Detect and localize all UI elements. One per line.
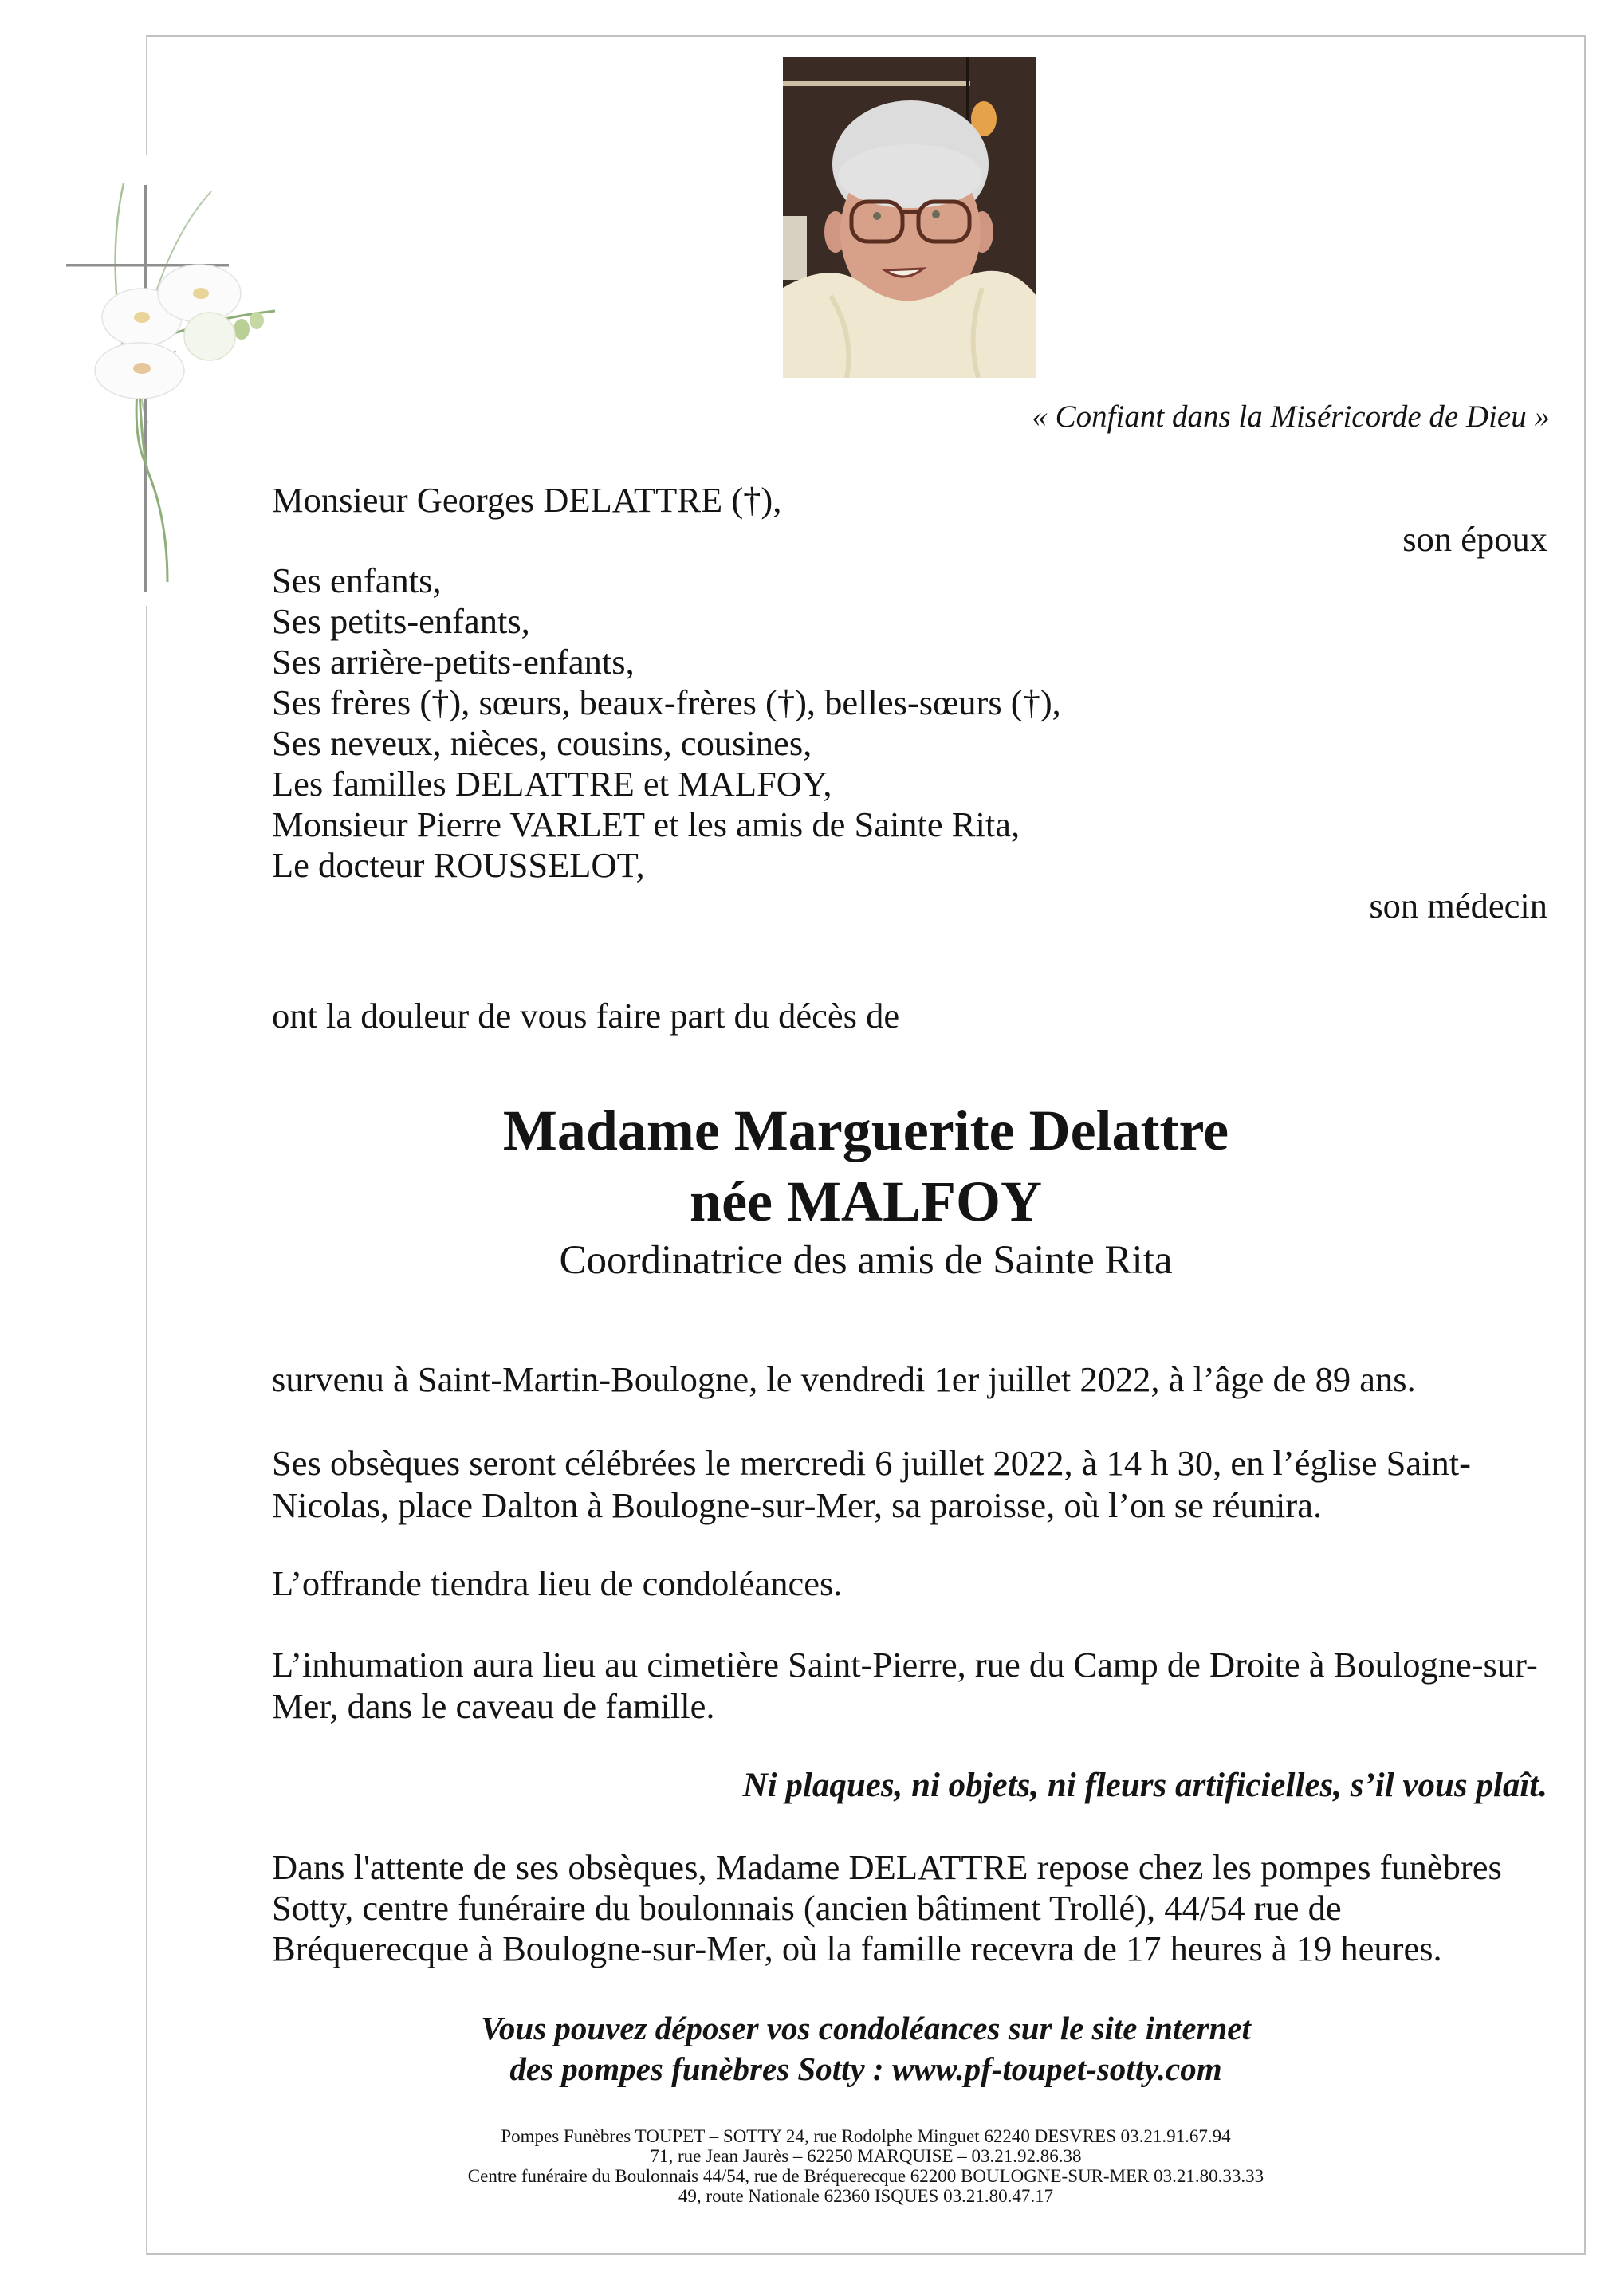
page-border-left-upper: [146, 35, 147, 155]
family-item: Ses petits-enfants,: [272, 601, 530, 641]
announcement: ont la douleur de vous faire part du décès de: [272, 996, 900, 1036]
family-item: Ses arrière-petits-enfants,: [272, 642, 635, 682]
family-item: Ses enfants,: [272, 560, 442, 600]
deceased-name: Madame Marguerite Delattre: [502, 1099, 1229, 1162]
page-border-top: [146, 35, 1586, 37]
no-flowers-notice: Ni plaques, ni objets, ni fleurs artificielles, s’il vous plaît.: [742, 1767, 1547, 1804]
deceased-title: Coordinatrice des amis de Sainte Rita: [559, 1238, 1173, 1283]
page-border-bottom: [146, 2253, 1586, 2255]
family-item: Le docteur ROUSSELOT,: [272, 845, 645, 885]
deceased-maiden-name: née MALFOY: [690, 1170, 1042, 1233]
portrait-photo-icon: [783, 57, 1036, 378]
family-item: Monsieur Pierre VARLET et les amis de Sainte Rita,: [272, 804, 1020, 844]
footer-line: 49, route Nationale 62360 ISQUES 03.21.80.47.17: [678, 2186, 1054, 2206]
visitation-line: Dans l'attente de ses obsèques, Madame DELATTRE repose chez les pompes funèbres: [272, 1847, 1502, 1887]
footer-line: Centre funéraire du Boulonnais 44/54, rue de Bréquerecque 62200 BOULOGNE-SUR-MER 03.21.80.33.33: [467, 2166, 1264, 2186]
burial-paragraph: [272, 1644, 1538, 1727]
death-details: survenu à Saint-Martin-Boulogne, le vendredi 1er juillet 2022, à l’âge de 89 ans.: [272, 1359, 1416, 1399]
doctor-role: son médecin: [1369, 886, 1547, 926]
family-item: Ses neveux, nièces, cousins, cousines,: [272, 723, 812, 763]
funeral-line: Ses obsèques seront célébrées le mercredi 6 juillet 2022, à 14 h 30, en l’église Saint-: [272, 1443, 1471, 1483]
footer-line: Pompes Funèbres TOUPET – SOTTY 24, rue Rodolphe Minguet 62240 DESVRES 03.21.91.67.94: [501, 2126, 1231, 2146]
visitation-paragraph: [272, 1847, 1502, 1969]
visitation-line: Bréquerecque à Boulogne-sur-Mer, où la famille recevra de 17 heures à 19 heures.: [272, 1928, 1442, 1968]
condolences-block: [146, 2008, 1586, 2090]
funeral-line: Nicolas, place Dalton à Boulogne-sur-Mer, sa paroisse, où l’on se réunira.: [272, 1485, 1323, 1525]
spouse-name: Monsieur Georges DELATTRE (†),: [272, 480, 782, 520]
funeral-paragraph: [272, 1442, 1471, 1527]
quote: « Confiant dans la Miséricorde de Dieu »: [1032, 399, 1550, 434]
burial-line: Mer, dans le caveau de famille.: [272, 1686, 715, 1726]
cross-orchid-icon: [48, 151, 303, 630]
burial-line: L’inhumation aura lieu au cimetière Saint-Pierre, rue du Camp de Droite à Boulogne-sur-: [272, 1645, 1538, 1685]
condolences-website-link[interactable]: des pompes funèbres Sotty : www.pf-toupet-sotty.com: [509, 2050, 1222, 2087]
family-item: Les familles DELATTRE et MALFOY,: [272, 764, 832, 804]
offering-text: L’offrande tiendra lieu de condoléances.: [272, 1563, 843, 1603]
condolences-line: Vous pouvez déposer vos condoléances sur le site internet: [481, 2010, 1251, 2046]
visitation-line: Sotty, centre funéraire du boulonnais (ancien bâtiment Trollé), 44/54 rue de: [272, 1888, 1342, 1928]
family-item: Ses frères (†), sœurs, beaux-frères (†), belles-sœurs (†),: [272, 682, 1061, 722]
family-list: [272, 560, 1061, 886]
footer-line: 71, rue Jean Jaurès – 62250 MARQUISE – 03.21.92.86.38: [650, 2146, 1082, 2166]
spouse-role: son époux: [1402, 519, 1547, 559]
page-border-left-lower: [146, 606, 147, 2255]
funeral-home-footer: [146, 2126, 1586, 2206]
